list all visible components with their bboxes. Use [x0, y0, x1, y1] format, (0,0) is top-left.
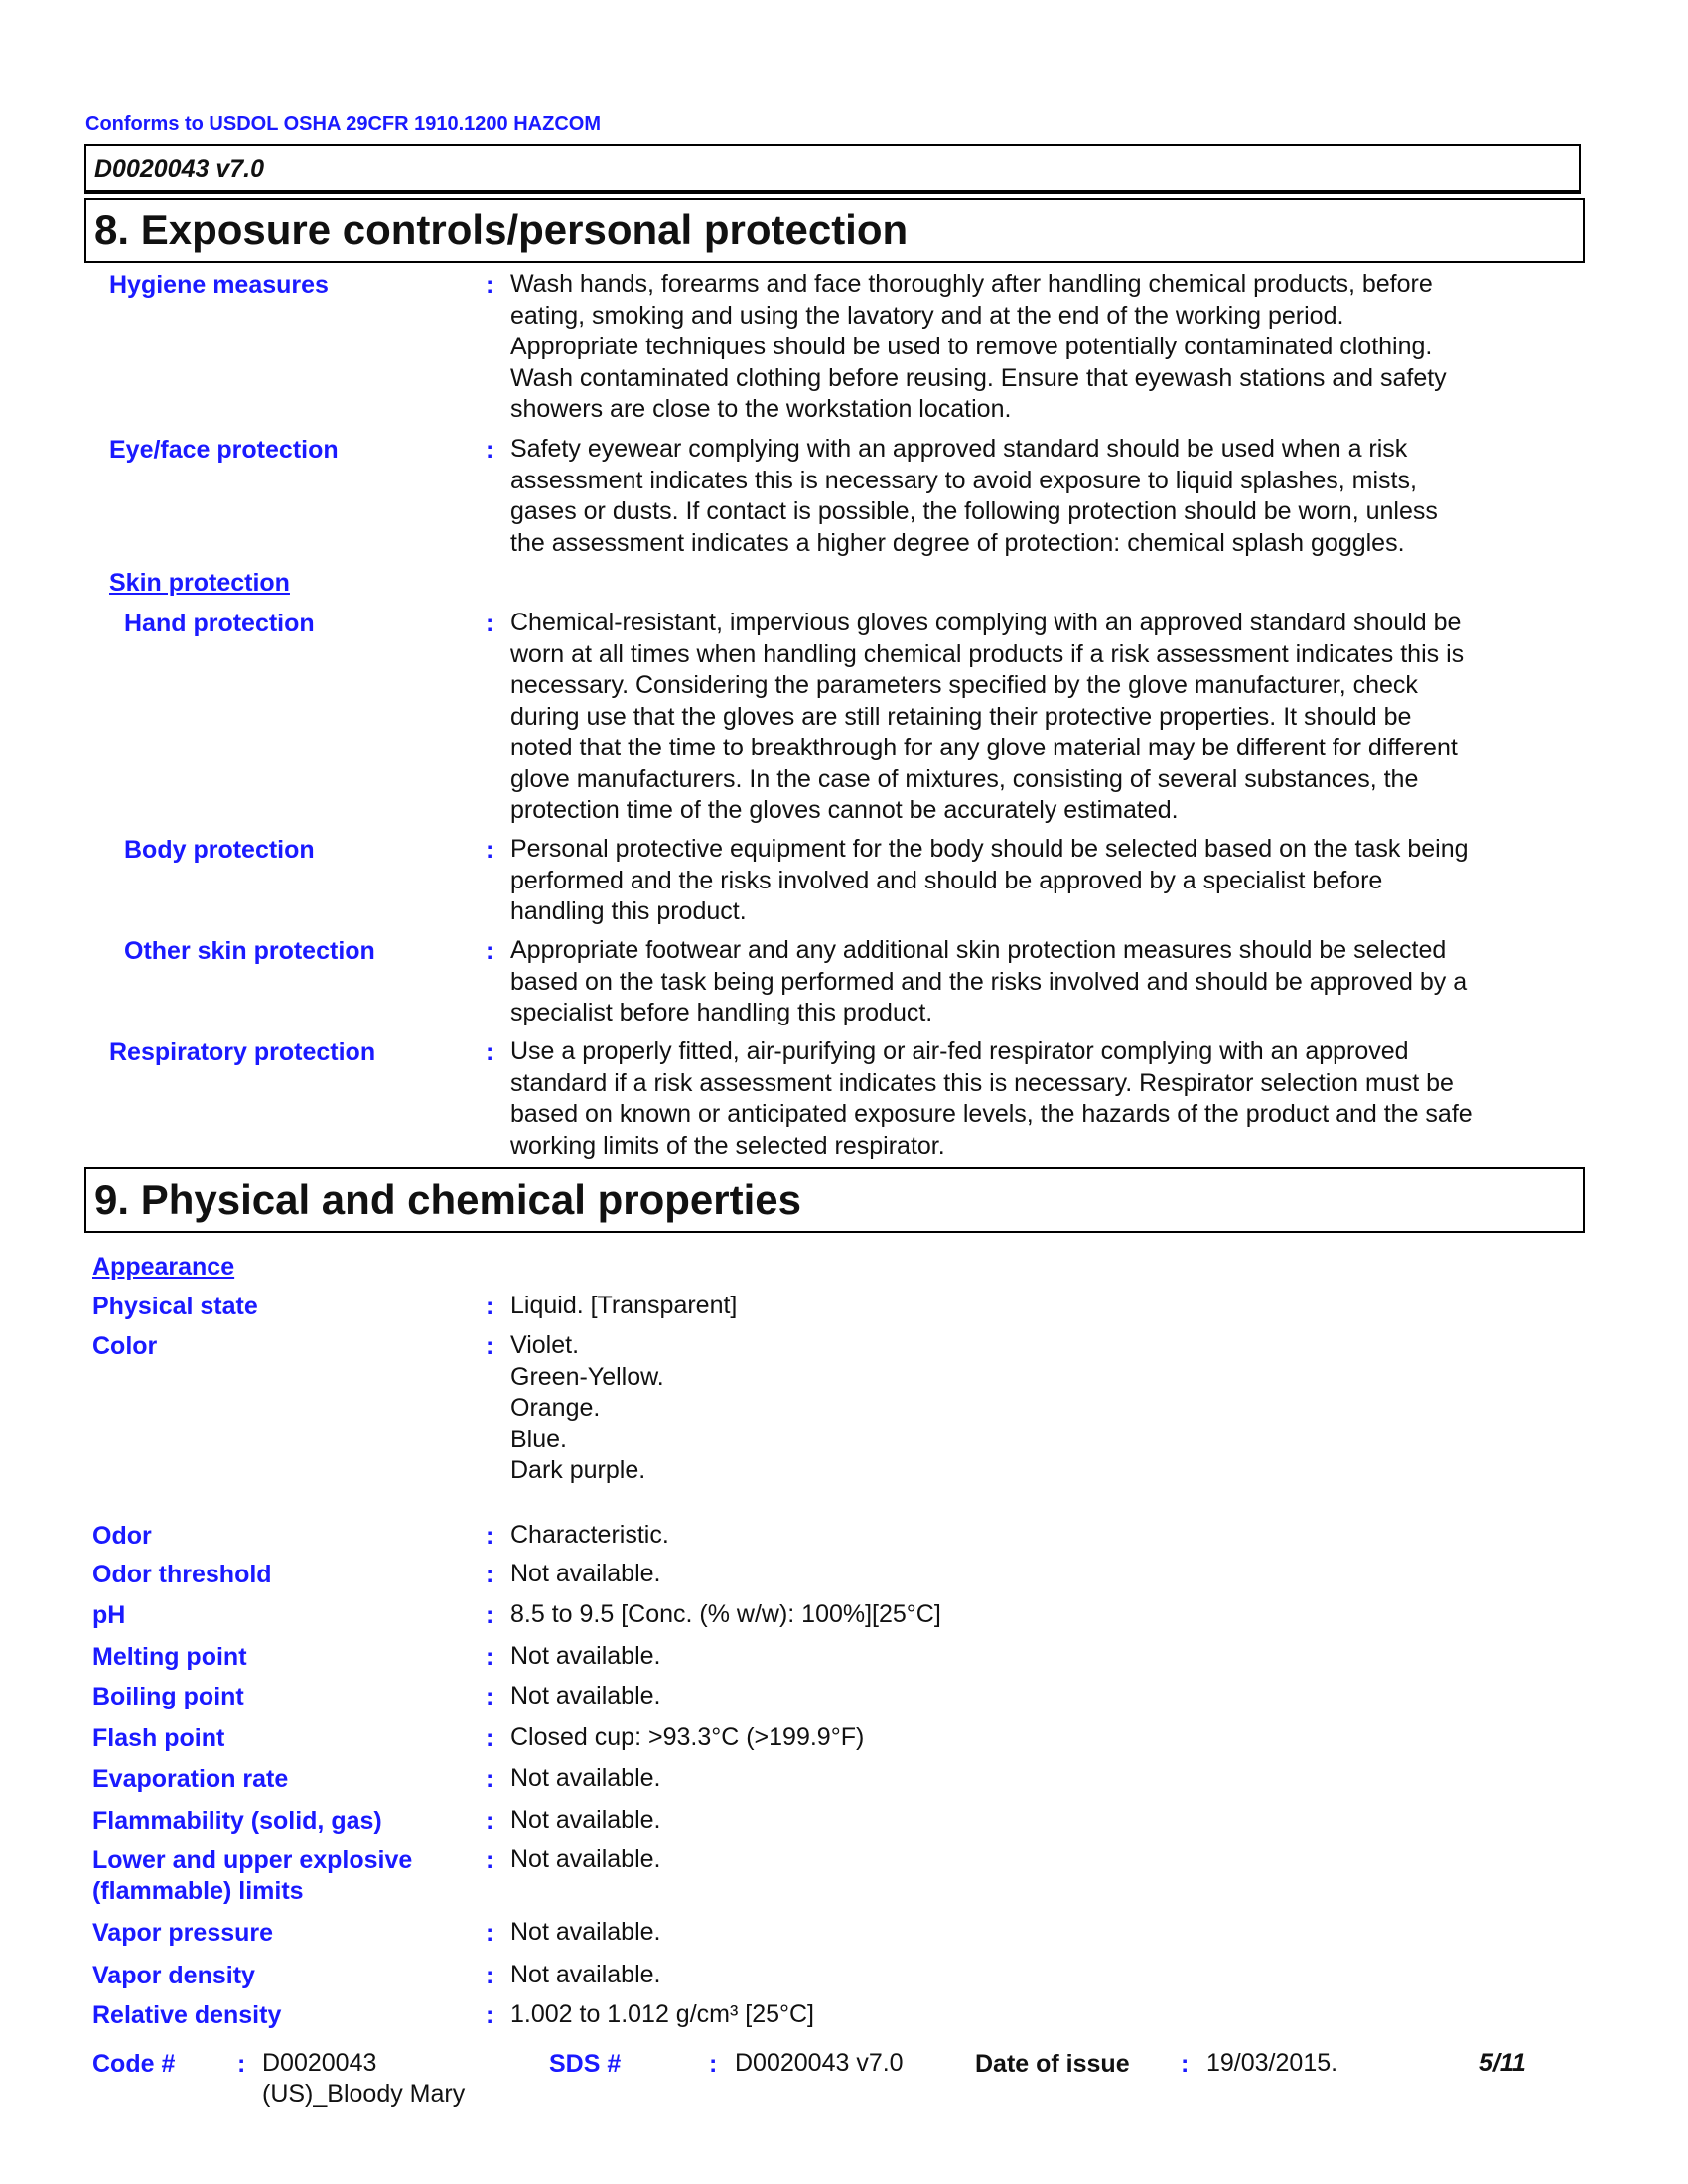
- property-value: [510, 1844, 1593, 1876]
- colon: :: [486, 1332, 494, 1360]
- property-value: [510, 1330, 1593, 1487]
- property-value: [510, 1036, 1593, 1161]
- value-line: Appropriate techniques should be used to remove potentially contaminated clothing.: [510, 333, 1433, 360]
- property-label: Hand protection: [124, 610, 315, 637]
- value-line: Closed cup: >93.3°C (>199.9°F): [510, 1723, 865, 1751]
- date-value: 19/03/2015.: [1206, 2049, 1338, 2077]
- value-line: during use that the gloves are still retaining their protective properties. It should be: [510, 702, 1412, 731]
- property-label: Color: [92, 1332, 158, 1360]
- value-line: handling this product.: [510, 897, 747, 925]
- value-line: noted that the time to breakthrough for any glove material may be different for different: [510, 734, 1458, 761]
- property-label: Relative density: [92, 2001, 282, 2029]
- document-id-box: [84, 144, 1581, 194]
- colon: :: [709, 2050, 718, 2078]
- property-label: Lower and upper explosive (flammable) limits: [92, 1846, 413, 1905]
- colon: :: [486, 436, 494, 464]
- colon: :: [486, 1962, 494, 1989]
- colon: :: [486, 2001, 494, 2029]
- property-value: [510, 1520, 1593, 1552]
- property-label: Flammability (solid, gas): [92, 1807, 382, 1835]
- value-line: showers are close to the workstation location.: [510, 395, 1012, 423]
- sds-value: D0020043 v7.0: [735, 2049, 904, 2077]
- value-line: protection time of the gloves cannot be accurately estimated.: [510, 796, 1179, 824]
- value-line: Green-Yellow.: [510, 1362, 664, 1391]
- property-value: [510, 1681, 1593, 1712]
- property-value: [510, 1291, 1593, 1322]
- colon: :: [1181, 2050, 1190, 2078]
- sds-label: SDS #: [549, 2050, 622, 2078]
- value-line: Characteristic.: [510, 1521, 669, 1549]
- section-9-title: 9. Physical and chemical properties: [94, 1176, 801, 1223]
- value-line: Wash hands, forearms and face thoroughly after handling chemical products, before: [510, 270, 1433, 298]
- property-label[interactable]: Skin protection: [109, 569, 290, 597]
- code-value: D0020043: [262, 2049, 377, 2077]
- value-line: Use a properly fitted, air-purifying or air-fed respirator complying with an approved: [510, 1037, 1409, 1065]
- value-line: performed and the risks involved and should be approved by a specialist before: [510, 866, 1383, 894]
- colon: :: [486, 1522, 494, 1550]
- value-line: standard if a risk assessment indicates this is necessary. Respirator selection must be: [510, 1068, 1454, 1097]
- value-line: Chemical-resistant, impervious gloves complying with an approved standard should be: [510, 609, 1462, 636]
- compliance-note: Conforms to USDOL OSHA 29CFR 1910.1200 HAZCOM: [85, 113, 601, 135]
- value-line: the assessment indicates a higher degree of protection: chemical splash goggles.: [510, 528, 1405, 557]
- property-label: Other skin protection: [124, 937, 375, 965]
- colon: :: [486, 1724, 494, 1752]
- value-line: Not available.: [510, 1560, 661, 1587]
- product-name: (US)_Bloody Mary: [262, 2080, 466, 2108]
- value-line: Wash contaminated clothing before reusing. Ensure that eyewash stations and safety: [510, 363, 1447, 392]
- value-line: Safety eyewear complying with an approved standard should be used when a risk: [510, 435, 1408, 463]
- value-line: specialist before handling this product.: [510, 999, 933, 1026]
- property-value: [510, 269, 1593, 426]
- property-label: Physical state: [92, 1293, 258, 1320]
- value-line: Appropriate footwear and any additional skin protection measures should be selected: [510, 936, 1447, 964]
- property-label: Hygiene measures: [109, 271, 329, 299]
- property-value: [510, 1559, 1593, 1590]
- value-line: worn at all times when handling chemical products if a risk assessment indicates this is: [510, 639, 1465, 668]
- property-label: Respiratory protection: [109, 1038, 376, 1066]
- value-line: Not available.: [510, 1961, 661, 1988]
- property-label: Body protection: [124, 836, 315, 864]
- colon: :: [486, 271, 494, 299]
- property-label: Evaporation rate: [92, 1765, 289, 1793]
- colon: :: [486, 1643, 494, 1671]
- property-value: [510, 834, 1593, 928]
- value-line: Not available.: [510, 1642, 661, 1670]
- property-label: Boiling point: [92, 1683, 244, 1710]
- value-line: 8.5 to 9.5 [Conc. (% w/w): 100%][25°C]: [510, 1600, 941, 1628]
- property-value: [510, 1763, 1593, 1795]
- colon: :: [486, 1293, 494, 1320]
- value-line: Not available.: [510, 1682, 661, 1709]
- property-value: [510, 1917, 1593, 1949]
- property-label[interactable]: Appearance: [92, 1253, 235, 1281]
- property-value: [510, 1722, 1593, 1754]
- value-line: eating, smoking and using the lavatory and at the end of the working period.: [510, 301, 1344, 330]
- section-8-header: [84, 198, 1585, 263]
- value-line: based on known or anticipated exposure levels, the hazards of the product and the safe: [510, 1100, 1473, 1128]
- property-value: [510, 1805, 1593, 1837]
- value-line: Not available.: [510, 1806, 661, 1834]
- property-label: pH: [92, 1601, 126, 1629]
- date-label: Date of issue: [975, 2050, 1130, 2078]
- page-number: 5/11: [1479, 2049, 1526, 2077]
- property-value: [510, 1599, 1593, 1631]
- property-label: Melting point: [92, 1643, 247, 1671]
- property-label: Flash point: [92, 1724, 225, 1752]
- value-line: Orange.: [510, 1394, 601, 1422]
- property-value: [510, 935, 1593, 1029]
- value-line: based on the task being performed and the risks involved and should be approved by a: [510, 967, 1468, 996]
- property-value: [510, 1999, 1593, 2031]
- property-label: Odor: [92, 1522, 152, 1550]
- colon: :: [486, 1683, 494, 1710]
- property-value: [510, 1960, 1593, 1991]
- value-line: Personal protective equipment for the body should be selected based on the task being: [510, 835, 1469, 863]
- colon: :: [486, 610, 494, 637]
- value-line: Violet.: [510, 1331, 580, 1359]
- property-value: [510, 608, 1593, 827]
- section-8-title: 8. Exposure controls/personal protection: [94, 206, 909, 253]
- value-line: gases or dusts. If contact is possible, the following protection should be worn, unless: [510, 497, 1438, 525]
- colon: :: [486, 836, 494, 864]
- colon: :: [486, 1919, 494, 1947]
- colon: :: [486, 1561, 494, 1588]
- value-line: glove manufacturers. In the case of mixtures, consisting of several substances, the: [510, 764, 1419, 793]
- property-label: Odor threshold: [92, 1561, 272, 1588]
- section-9-header: [84, 1167, 1585, 1233]
- colon: :: [486, 1601, 494, 1629]
- code-label: Code #: [92, 2050, 176, 2078]
- property-label: Vapor pressure: [92, 1919, 274, 1947]
- colon: :: [486, 1807, 494, 1835]
- value-line: working limits of the selected respirator.: [510, 1131, 945, 1160]
- value-line: 1.002 to 1.012 g/cm³ [25°C]: [510, 2000, 815, 2028]
- colon: :: [486, 1846, 494, 1874]
- value-line: Dark purple.: [510, 1456, 646, 1484]
- colon: :: [486, 1038, 494, 1066]
- value-line: Not available.: [510, 1764, 661, 1792]
- value-line: assessment indicates this is necessary to avoid exposure to liquid splashes, mists,: [510, 466, 1417, 494]
- property-label: Eye/face protection: [109, 436, 339, 464]
- property-value: [510, 1641, 1593, 1673]
- value-line: Not available.: [510, 1918, 661, 1946]
- value-line: Not available.: [510, 1845, 661, 1873]
- property-label: Vapor density: [92, 1962, 255, 1989]
- property-value: [510, 434, 1593, 559]
- value-line: Blue.: [510, 1425, 567, 1453]
- colon: :: [237, 2050, 246, 2078]
- colon: :: [486, 937, 494, 965]
- colon: :: [486, 1765, 494, 1793]
- value-line: Liquid. [Transparent]: [510, 1292, 738, 1319]
- value-line: necessary. Considering the parameters specified by the glove manufacturer, check: [510, 671, 1418, 699]
- document-id: D0020043 v7.0: [94, 155, 264, 183]
